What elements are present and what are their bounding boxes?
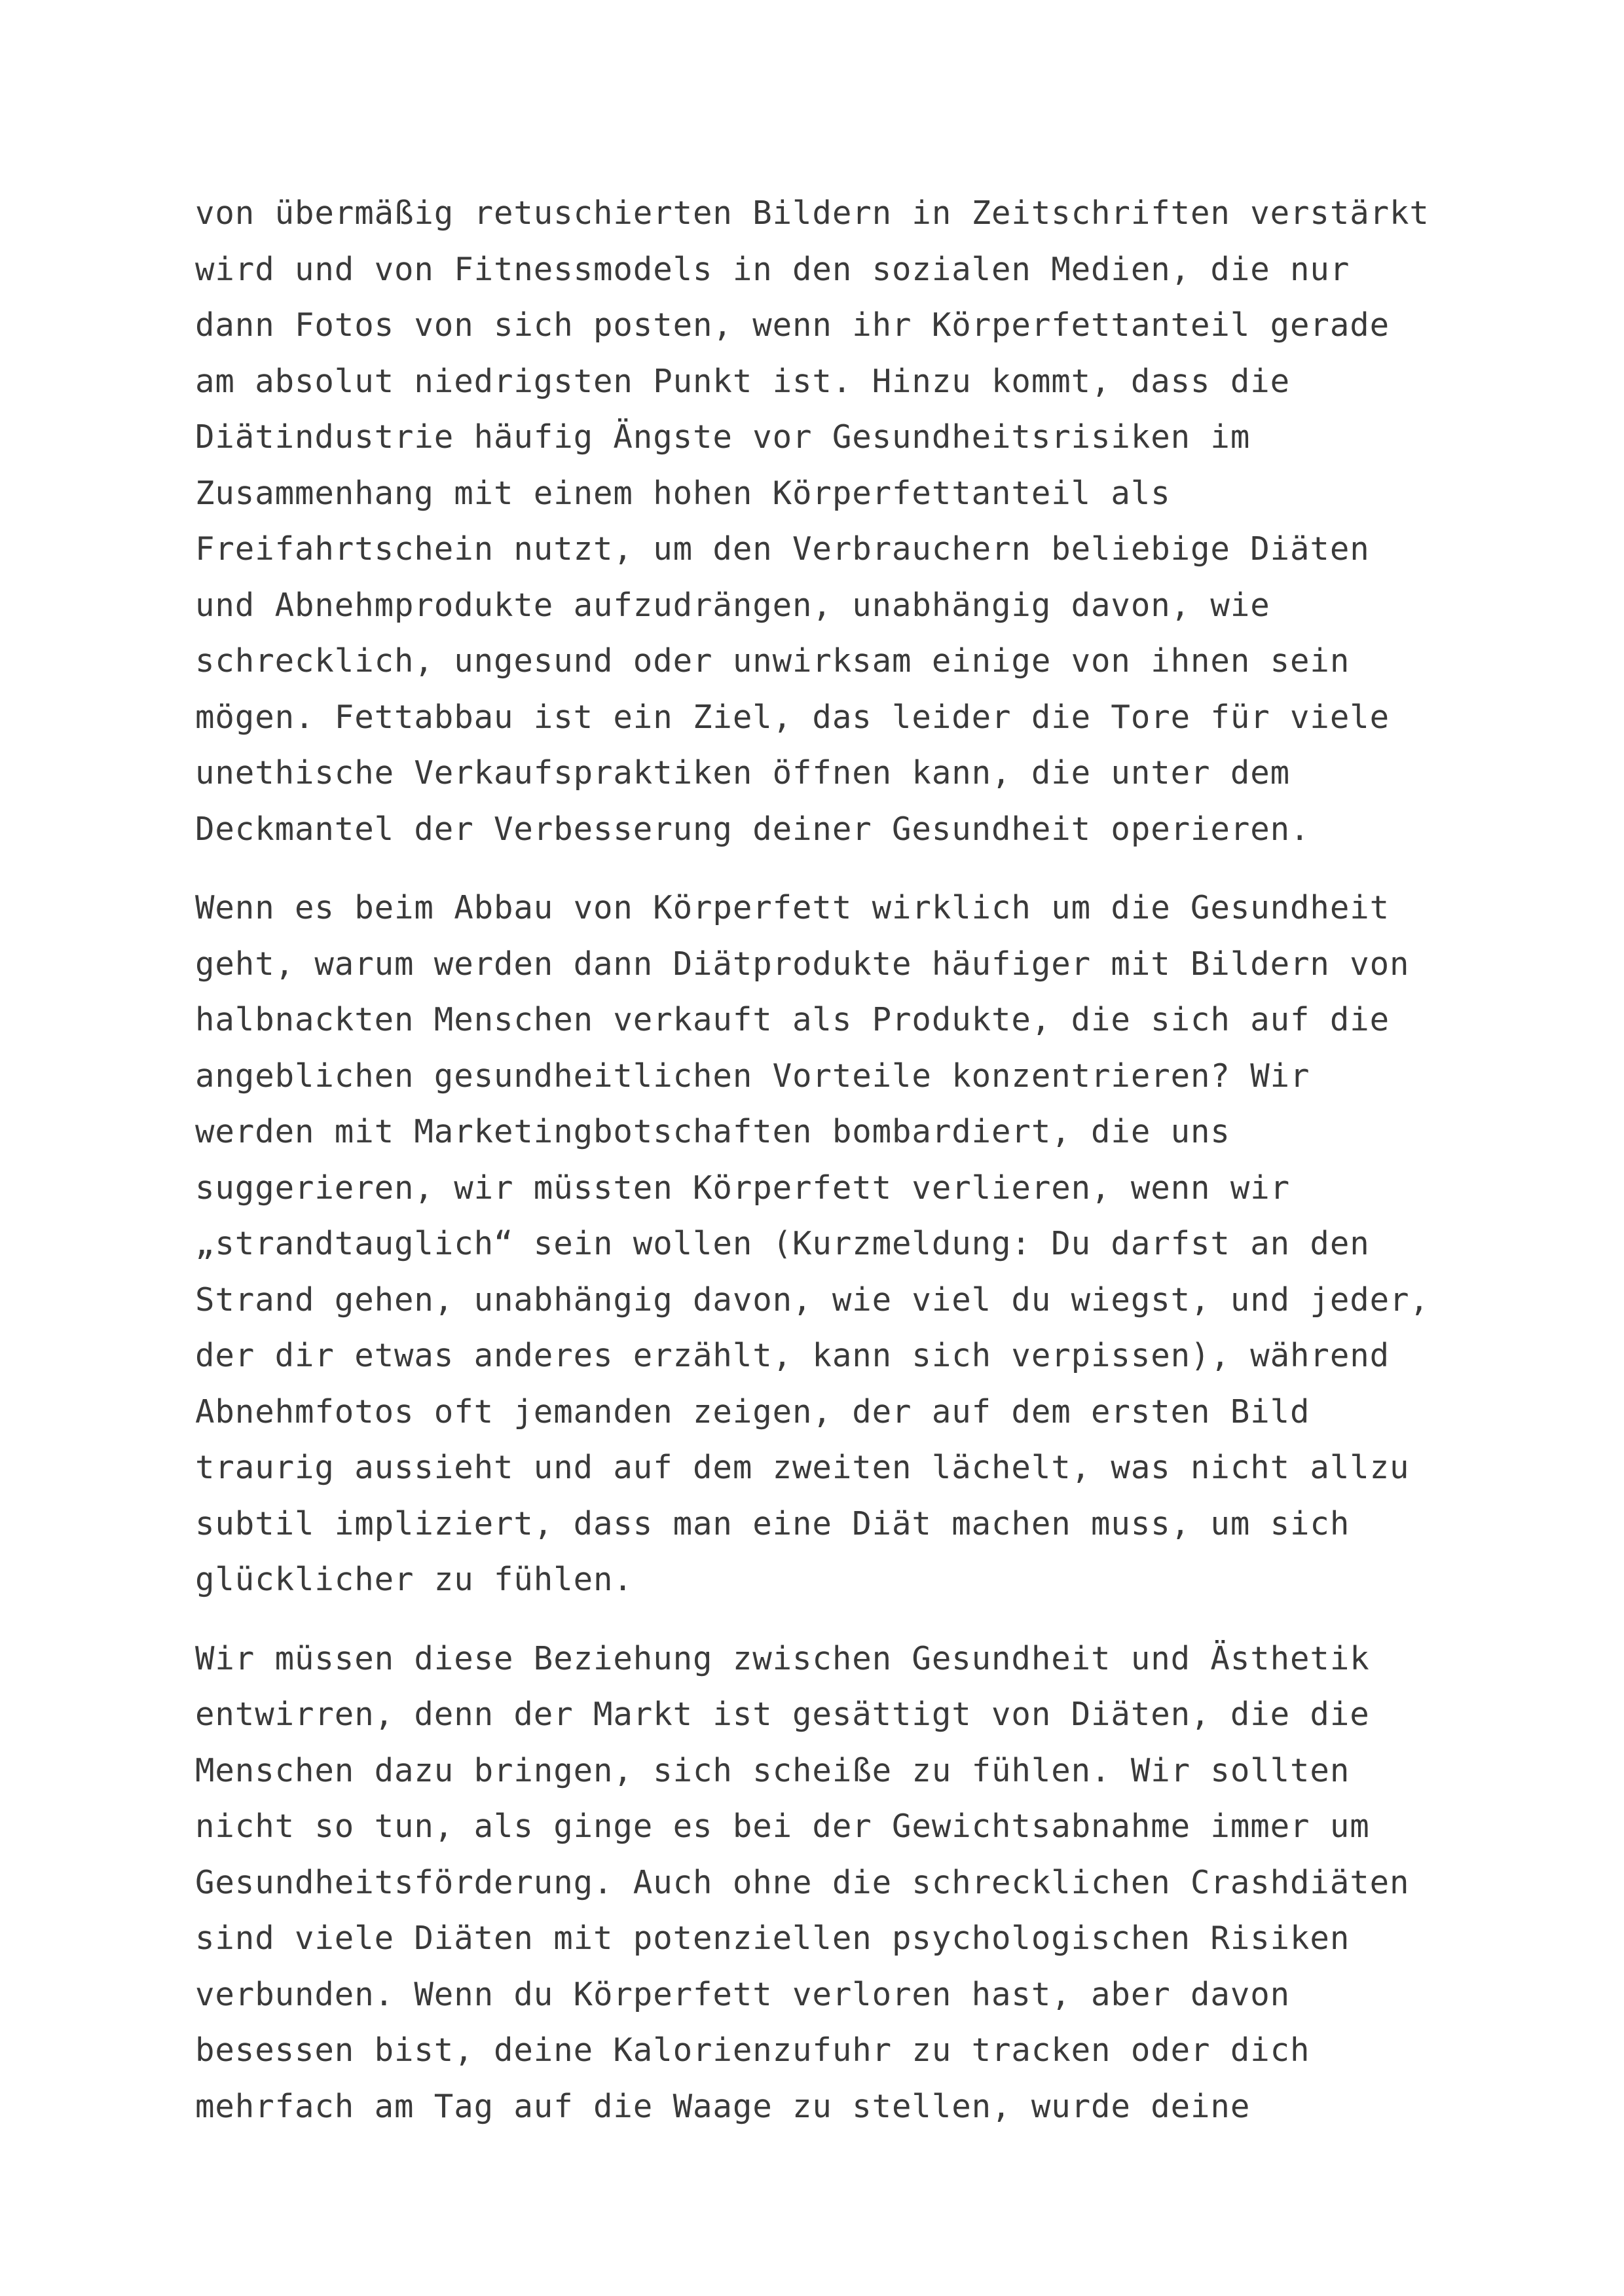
text-line: dann Fotos von sich posten, wenn ihr Körperfettanteil gerade [195, 306, 1390, 344]
text-line: mögen. Fettabbau ist ein Ziel, das leider die Tore für viele [195, 698, 1390, 736]
text-line: von übermäßig retuschierten Bildern in Zeitschriften verstärkt [195, 194, 1430, 232]
text-line: subtil impliziert, dass man eine Diät machen muss, um sich [195, 1504, 1350, 1542]
paragraph-2 [195, 880, 1479, 1608]
text-line: „strandtauglich“ sein wollen (Kurzmeldung: Du darfst an den [195, 1225, 1370, 1262]
text-line: Strand gehen, unabhängig davon, wie viel du wiegst, und jeder, [195, 1281, 1430, 1319]
text-line: Gesundheitsförderung. Auch ohne die schrecklichen Crashdiäten [195, 1863, 1410, 1901]
text-line: Zusammenhang mit einem hohen Körperfettanteil als [195, 474, 1171, 512]
text-line: Freifahrtschein nutzt, um den Verbrauchern beliebige Diäten [195, 530, 1370, 568]
text-line: angeblichen gesundheitlichen Vorteile konzentrieren? Wir [195, 1057, 1310, 1095]
text-line: nicht so tun, als ginge es bei der Gewichtsabnahme immer um [195, 1808, 1370, 1845]
text-line: entwirren, denn der Markt ist gesättigt von Diäten, die die [195, 1696, 1370, 1733]
text-line: am absolut niedrigsten Punkt ist. Hinzu kommt, dass die [195, 362, 1291, 400]
text-line: mehrfach am Tag auf die Waage zu stellen, wurde deine [195, 2087, 1251, 2125]
text-line: unethische Verkaufspraktiken öffnen kann, die unter dem [195, 754, 1291, 792]
text-line: der dir etwas anderes erzählt, kann sich verpissen), während [195, 1337, 1390, 1374]
text-line: Abnehmfotos oft jemanden zeigen, der auf dem ersten Bild [195, 1393, 1310, 1430]
text-line: Diätindustrie häufig Ängste vor Gesundheitsrisiken im [195, 418, 1251, 456]
paragraph-1 [195, 185, 1479, 857]
text-line: suggerieren, wir müssten Körperfett verlieren, wenn wir [195, 1169, 1291, 1207]
text-line: werden mit Marketingbotschaften bombardiert, die uns [195, 1113, 1230, 1150]
paragraph-3 [195, 1631, 1479, 2135]
text-line: schrecklich, ungesund oder unwirksam einige von ihnen sein [195, 642, 1350, 680]
text-line: und Abnehmprodukte aufzudrängen, unabhängig davon, wie [195, 586, 1270, 624]
text-line: wird und von Fitnessmodels in den sozialen Medien, die nur [195, 250, 1350, 288]
text-line: Wir müssen diese Beziehung zwischen Gesundheit und Ästhetik [195, 1639, 1370, 1677]
text-line: geht, warum werden dann Diätprodukte häufiger mit Bildern von [195, 945, 1410, 983]
text-line: traurig aussieht und auf dem zweiten lächelt, was nicht allzu [195, 1449, 1410, 1486]
text-line: Wenn es beim Abbau von Körperfett wirklich um die Gesundheit [195, 889, 1390, 926]
body-text [195, 185, 1479, 2157]
text-line: halbnackten Menschen verkauft als Produkte, die sich auf die [195, 1001, 1390, 1038]
text-line: besessen bist, deine Kalorienzufuhr zu tracken oder dich [195, 2032, 1310, 2069]
text-line: verbunden. Wenn du Körperfett verloren hast, aber davon [195, 1975, 1291, 2013]
text-line: Menschen dazu bringen, sich scheiße zu fühlen. Wir sollten [195, 1751, 1350, 1789]
text-line: glücklicher zu fühlen. [195, 1561, 633, 1598]
text-line: Deckmantel der Verbesserung deiner Gesundheit operieren. [195, 810, 1310, 848]
text-line: sind viele Diäten mit potenziellen psychologischen Risiken [195, 1920, 1350, 1957]
